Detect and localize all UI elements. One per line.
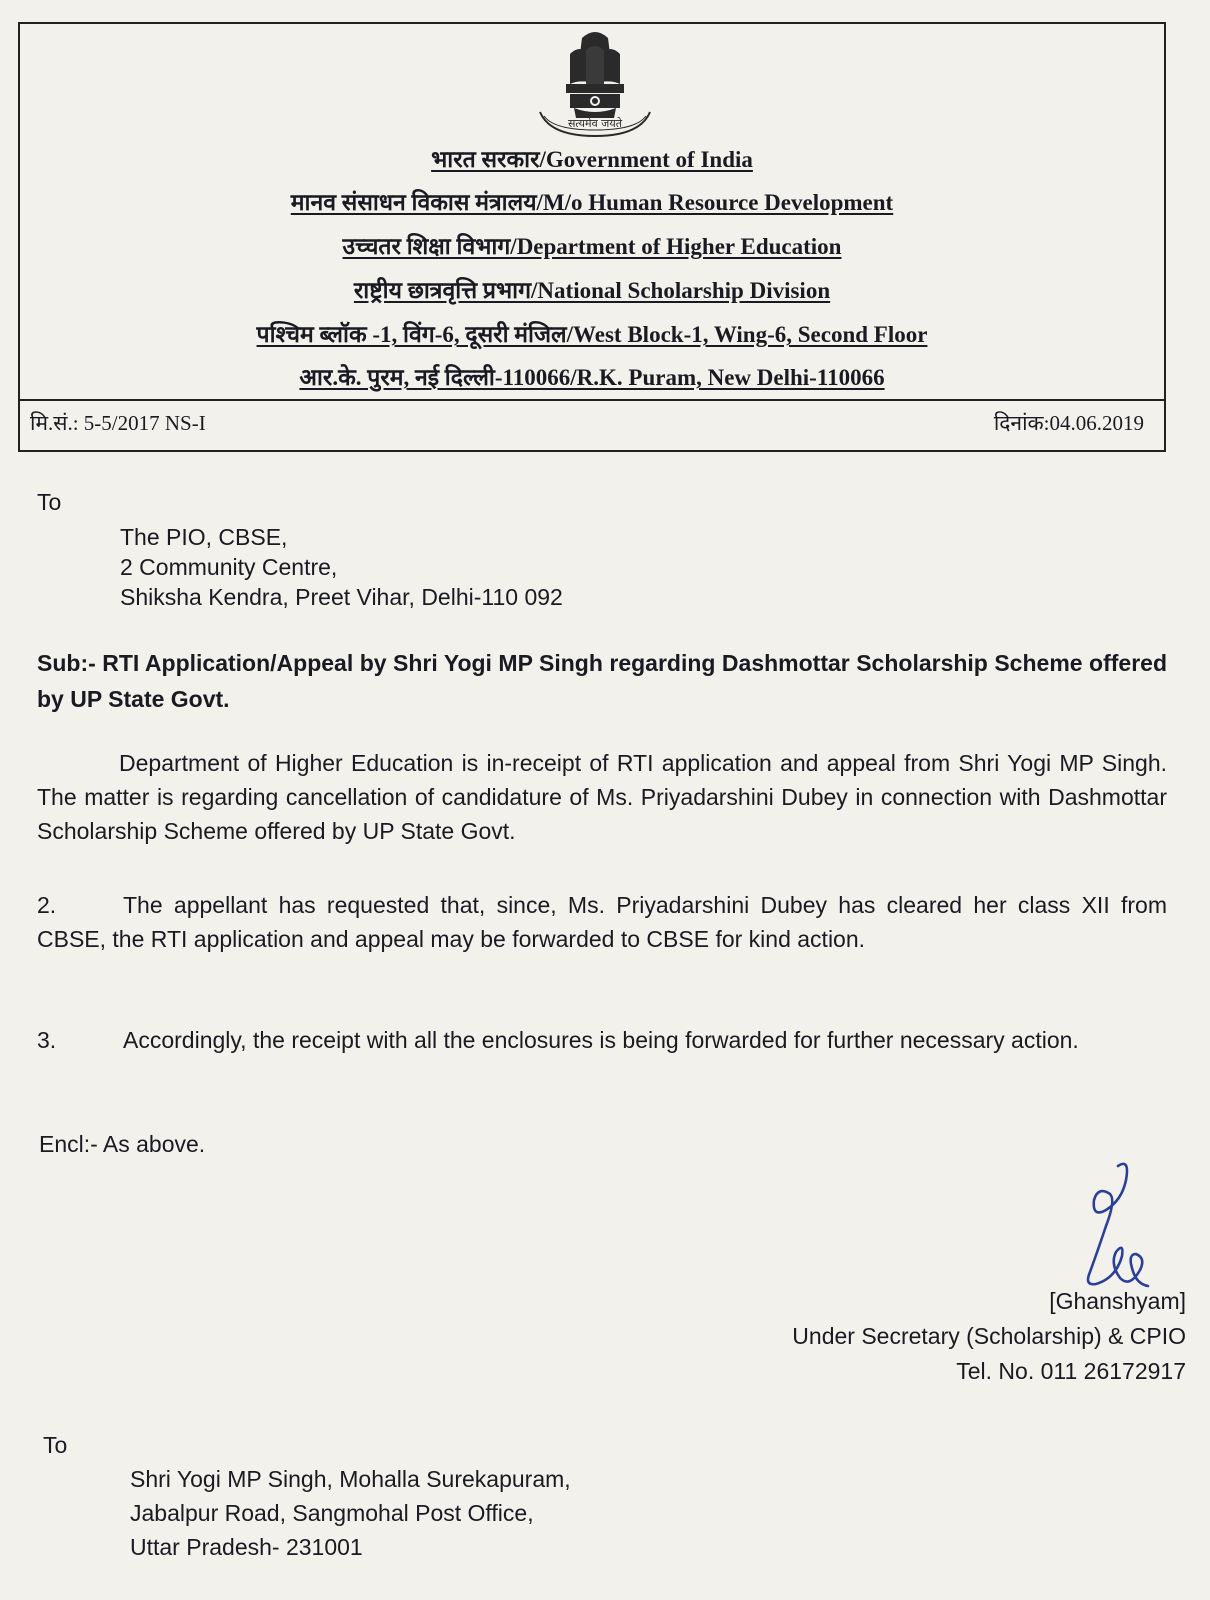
national-emblem-icon bbox=[510, 24, 680, 142]
signatory-phone: Tel. No. 011 26172917 bbox=[956, 1358, 1186, 1384]
header-ministry: मानव संसाधन विकास मंत्रालय/M/o Human Resource Development bbox=[290, 190, 894, 215]
letter-date: दिनांक:04.06.2019 bbox=[993, 411, 1144, 435]
header-block-address: पश्चिम ब्लॉक -1, विंग-6, दूसरी मंजिल/West Block-1, Wing-6, Second Floor bbox=[256, 322, 928, 347]
signatory-name: [Ghanshyam] bbox=[1049, 1288, 1186, 1314]
copy-to-line-2: Jabalpur Road, Sangmohal Post Office, bbox=[130, 1500, 534, 1526]
header-division: राष्ट्रीय छात्रवृत्ति प्रभाग/National Scholarship Division bbox=[353, 278, 831, 303]
addressee-line-1: The PIO, CBSE, bbox=[120, 524, 288, 550]
paragraph-2-number: 2. bbox=[37, 892, 57, 918]
paragraph-3-number: 3. bbox=[37, 1027, 57, 1053]
addressee-line-2: 2 Community Centre, bbox=[120, 554, 338, 580]
enclosure-note: Encl:- As above. bbox=[39, 1131, 206, 1157]
to-label: To bbox=[37, 489, 62, 515]
reference-number: मि.सं.: 5-5/2017 NS-I bbox=[30, 411, 206, 435]
header-city-address: आर.के. पुरम, नई दिल्ली-110066/R.K. Puram, New Delhi-110066 bbox=[299, 365, 885, 390]
addressee-line-3: Shiksha Kendra, Preet Vihar, Delhi-110 092 bbox=[120, 584, 563, 610]
paragraph-2: The appellant has requested that, since, Ms. Priyadarshini Dubey has cleared her class XII from CBSE, the RTI application and appeal may be forwarded to CBSE for kind action. bbox=[37, 892, 1167, 952]
copy-to-line-3: Uttar Pradesh- 231001 bbox=[130, 1534, 363, 1560]
copy-to-line-1: Shri Yogi MP Singh, Mohalla Surekapuram, bbox=[130, 1466, 571, 1492]
paragraph-1: Department of Higher Education is in-receipt of RTI application and appeal from Shri Yogi MP Singh. The matter is regarding cancellation of candidature of Ms. Priyadarshini Dubey in connection with Dashmottar Scholarship Scheme offered by UP State Govt. bbox=[37, 750, 1167, 844]
emblem-motto: सत्यमेव जयते bbox=[567, 117, 623, 130]
paragraph-3: Accordingly, the receipt with all the enclosures is being forwarded for further necessary action. bbox=[123, 1027, 1079, 1053]
header-divider bbox=[20, 399, 1164, 401]
copy-to-label: To bbox=[43, 1432, 68, 1458]
signatory-designation: Under Secretary (Scholarship) & CPIO bbox=[792, 1323, 1186, 1349]
subject-line: Sub:- RTI Application/Appeal by Shri Yogi MP Singh regarding Dashmottar Scholarship Scheme offered by UP State Govt. bbox=[37, 650, 1167, 712]
letterhead bbox=[18, 22, 1166, 452]
header-government: भारत सरकार/Government of India bbox=[431, 147, 753, 172]
header-department: उच्चतर शिक्षा विभाग/Department of Higher Education bbox=[342, 234, 842, 259]
